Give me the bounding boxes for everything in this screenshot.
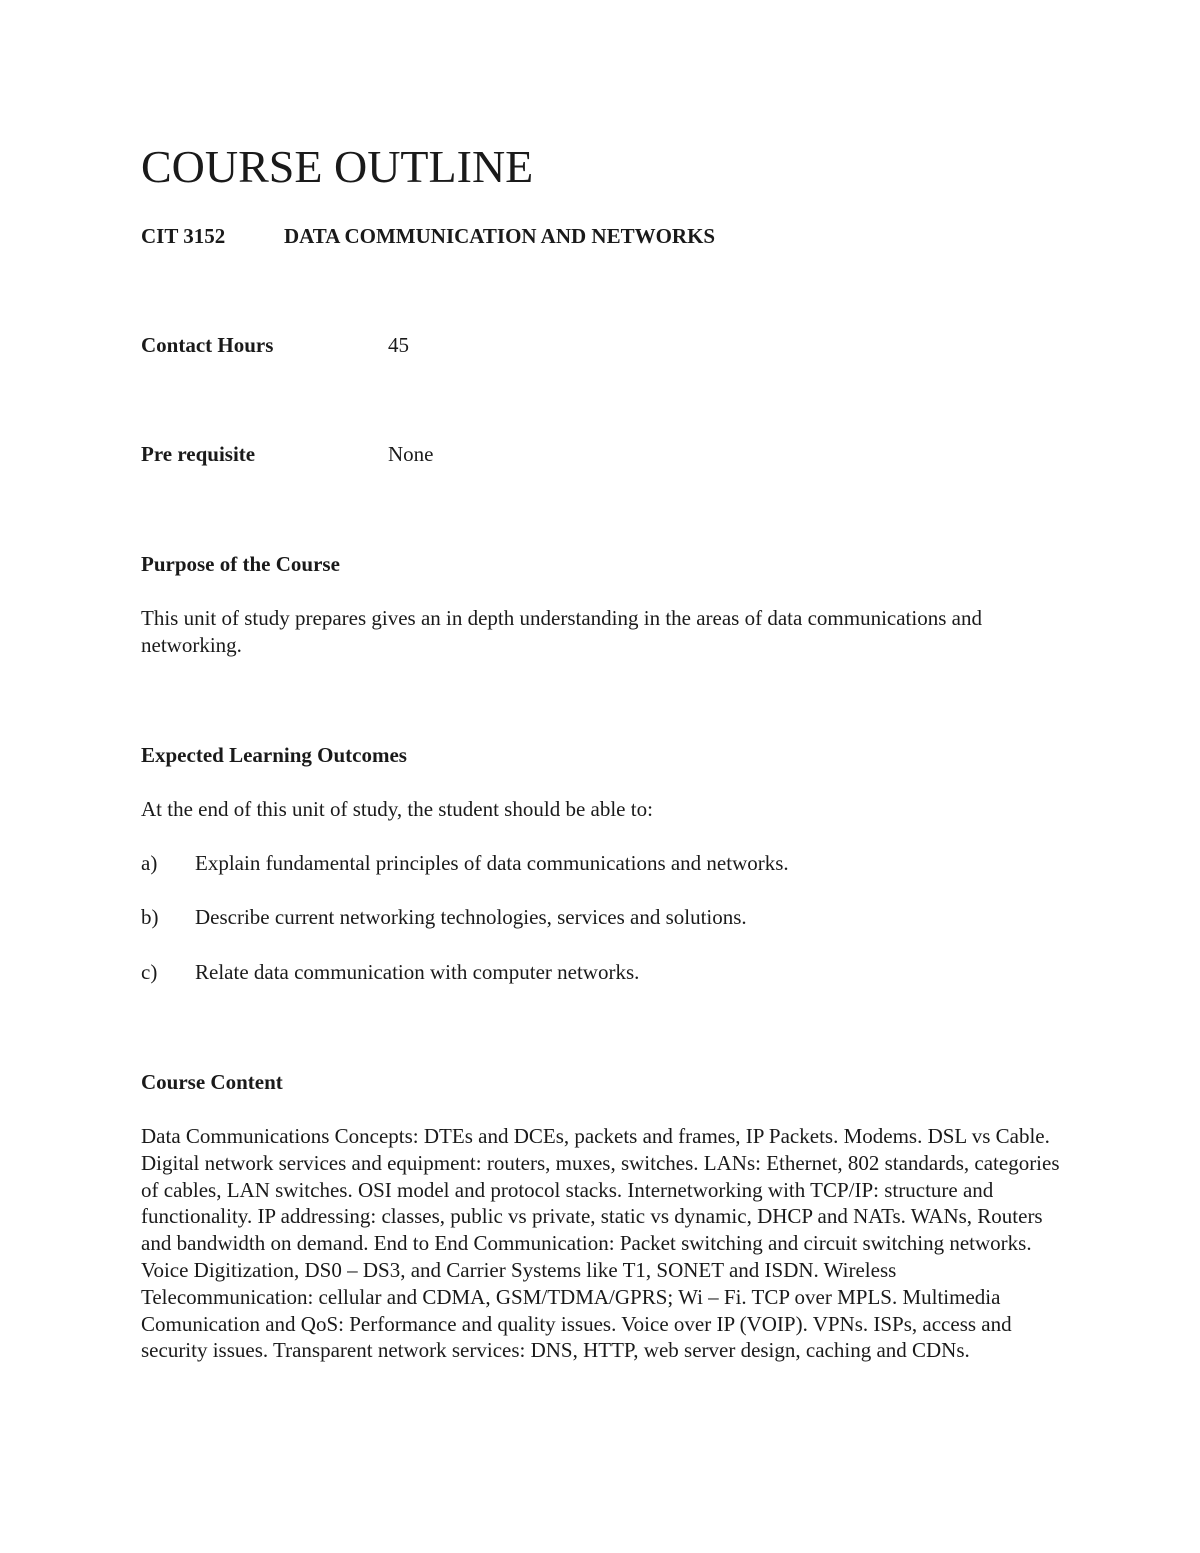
outcome-text: Describe current networking technologies, services and solutions. [195, 905, 747, 929]
purpose-text: This unit of study prepares gives an in depth understanding in the areas of data communications and networking. [141, 606, 982, 657]
course-header [141, 224, 715, 249]
outcome-item [141, 851, 789, 876]
purpose-heading: Purpose of the Course [141, 552, 340, 576]
outcome-marker: b) [141, 905, 159, 929]
outcome-text: Relate data communication with computer networks. [195, 960, 640, 984]
prerequisite-value: None [388, 442, 434, 466]
content-text: Data Communications Concepts: DTEs and DCEs, packets and frames, IP Packets. Modems. DSL vs Cable. Digital network services and equipment: routers, muxes, switches. LANs: Ethernet, 802 standards, categories of cables, LAN switches. OSI model and protocol stacks. Internetworking with TCP/IP: structure and functionality. IP addressing: classes, public vs private, static vs dynamic, DHCP and NATs. WANs, Routers and bandwidth on demand. End to End Communication: Packet switching and circuit switching networks. Voice Digitization, DS0 – DS3, and Carrier Systems like T1, SONET and ISDN. Wireless Telecommunication: cellular and CDMA, GSM/TDMA/GPRS; Wi – Fi. TCP over MPLS. Multimedia Comunication and QoS: Performance and quality issues. Voice over IP (VOIP). VPNs. ISPs, access and security issues. Transparent network services: DNS, HTTP, web server design, caching and CDNs. [141, 1124, 1060, 1363]
page-title: COURSE OUTLINE [141, 141, 534, 192]
content-heading: Course Content [141, 1070, 283, 1094]
outcomes-heading: Expected Learning Outcomes [141, 743, 407, 767]
outcomes-intro: At the end of this unit of study, the student should be able to: [141, 797, 653, 821]
outcome-marker: a) [141, 851, 158, 875]
prerequisite-row [141, 442, 434, 467]
course-code: CIT 3152 [141, 224, 226, 248]
outcome-item [141, 905, 747, 930]
course-name: DATA COMMUNICATION AND NETWORKS [284, 224, 716, 248]
contact-hours-value: 45 [388, 333, 409, 357]
contact-hours-label: Contact Hours [141, 333, 274, 357]
outcome-text: Explain fundamental principles of data communications and networks. [195, 851, 789, 875]
prerequisite-label: Pre requisite [141, 442, 256, 466]
contact-hours-row [141, 333, 409, 358]
outcome-marker: c) [141, 960, 158, 984]
outcome-item [141, 960, 639, 985]
